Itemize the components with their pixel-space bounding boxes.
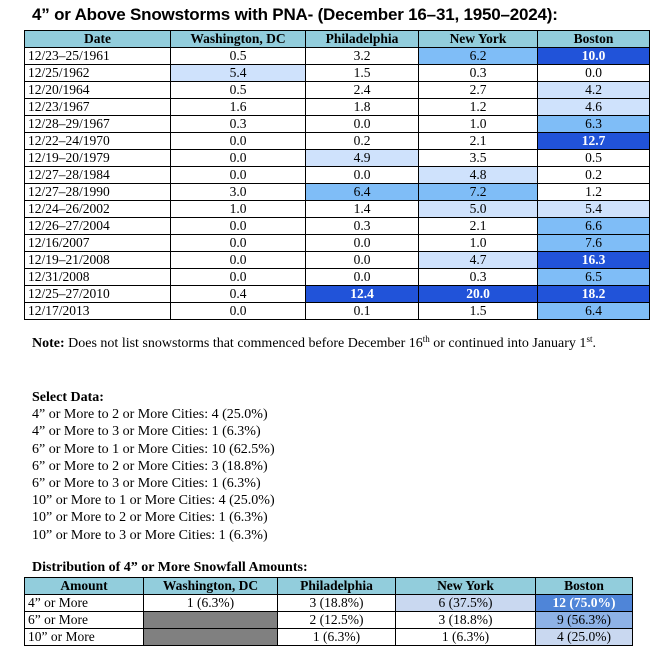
cell-dc: 0.0: [171, 303, 306, 320]
cell-dc: 0.0: [171, 252, 306, 269]
table-row: [25, 48, 650, 65]
cell-dc: 0.4: [171, 286, 306, 303]
cell-phl: 1 (6.3%): [278, 629, 396, 646]
cell-phl: 6.4: [306, 184, 419, 201]
header-boston: Boston: [536, 578, 633, 595]
table-row: [25, 82, 650, 99]
cell-nyc: 4.8: [419, 167, 538, 184]
cell-bos: 0.0: [538, 65, 650, 82]
cell-dc-empty: [144, 629, 278, 646]
cell-bos: 12.7: [538, 133, 650, 150]
table-row: [25, 612, 633, 629]
cell-nyc: 6 (37.5%): [396, 595, 536, 612]
select-data-item: 10” or More to 1 or More Cities: 4 (25.0%): [32, 493, 275, 509]
table-row: [25, 235, 650, 252]
distribution-title: Distribution of 4” or More Snowfall Amounts:: [32, 560, 308, 575]
header-washington: Washington, DC: [144, 578, 278, 595]
cell-nyc: 1.2: [419, 99, 538, 116]
cell-date: 12/27–28/1990: [25, 184, 171, 201]
table-row: [25, 595, 633, 612]
cell-date: 12/27–28/1984: [25, 167, 171, 184]
cell-nyc: 7.2: [419, 184, 538, 201]
select-data-item: 10” or More to 3 or More Cities: 1 (6.3%): [32, 527, 268, 543]
cell-date: 12/22–24/1970: [25, 133, 171, 150]
select-data-item: 6” or More to 3 or More Cities: 1 (6.3%): [32, 476, 261, 492]
header-date: Date: [25, 31, 171, 48]
cell-phl: 0.0: [306, 252, 419, 269]
cell-nyc: 6.2: [419, 48, 538, 65]
table-row: [25, 150, 650, 167]
snowstorms-table: [24, 30, 650, 320]
cell-nyc: 3.5: [419, 150, 538, 167]
cell-phl: 0.0: [306, 116, 419, 133]
cell-bos: 6.6: [538, 218, 650, 235]
cell-phl: 0.2: [306, 133, 419, 150]
note-sup-2: st: [586, 334, 593, 344]
cell-bos: 4.2: [538, 82, 650, 99]
cell-dc: 5.4: [171, 65, 306, 82]
cell-phl: 0.0: [306, 269, 419, 286]
cell-phl: 2.4: [306, 82, 419, 99]
note-label: Note:: [32, 336, 65, 351]
cell-date: 12/17/2013: [25, 303, 171, 320]
header-new-york: New York: [396, 578, 536, 595]
cell-bos: 6.4: [538, 303, 650, 320]
cell-dc: 1 (6.3%): [144, 595, 278, 612]
cell-dc: 1.6: [171, 99, 306, 116]
cell-bos: 0.2: [538, 167, 650, 184]
header-new-york: New York: [419, 31, 538, 48]
cell-bos: 16.3: [538, 252, 650, 269]
cell-nyc: 1.0: [419, 235, 538, 252]
cell-bos: 10.0: [538, 48, 650, 65]
table-row: [25, 167, 650, 184]
cell-amount: 10” or More: [25, 629, 144, 646]
table-row: [25, 303, 650, 320]
table-row: [25, 218, 650, 235]
cell-bos: 6.3: [538, 116, 650, 133]
cell-bos: 12 (75.0%): [536, 595, 633, 612]
cell-dc: 0.0: [171, 167, 306, 184]
cell-bos: 18.2: [538, 286, 650, 303]
note-text-3: .: [592, 336, 596, 351]
table-row: [25, 133, 650, 150]
distribution-table: [24, 577, 633, 646]
cell-amount: 4” or More: [25, 595, 144, 612]
cell-date: 12/26–27/2004: [25, 218, 171, 235]
cell-phl: 1.4: [306, 201, 419, 218]
note-text-1: Does not list snowstorms that commenced before December 16: [64, 336, 423, 351]
cell-phl: 2 (12.5%): [278, 612, 396, 629]
cell-nyc: 3 (18.8%): [396, 612, 536, 629]
cell-phl: 3 (18.8%): [278, 595, 396, 612]
table-header-row: [25, 578, 633, 595]
cell-date: 12/23–25/1961: [25, 48, 171, 65]
cell-nyc: 1 (6.3%): [396, 629, 536, 646]
table-row: [25, 65, 650, 82]
note-paragraph: [32, 334, 632, 353]
table-row: [25, 99, 650, 116]
cell-date: 12/24–26/2002: [25, 201, 171, 218]
cell-phl: 3.2: [306, 48, 419, 65]
cell-bos: 1.2: [538, 184, 650, 201]
cell-date: 12/28–29/1967: [25, 116, 171, 133]
cell-nyc: 0.3: [419, 269, 538, 286]
cell-bos: 9 (56.3%): [536, 612, 633, 629]
note-text-2: or continued into January 1: [429, 336, 587, 351]
cell-phl: 0.0: [306, 235, 419, 252]
table-row: [25, 252, 650, 269]
note-sup-1: th: [422, 334, 430, 344]
cell-date: 12/31/2008: [25, 269, 171, 286]
select-data-item: 4” or More to 3 or More Cities: 1 (6.3%): [32, 424, 261, 440]
cell-dc: 0.3: [171, 116, 306, 133]
table-row: [25, 184, 650, 201]
select-data-heading: Select Data:: [32, 390, 104, 405]
select-data-item: 6” or More to 2 or More Cities: 3 (18.8%): [32, 458, 268, 474]
cell-bos: 5.4: [538, 201, 650, 218]
cell-nyc: 0.3: [419, 65, 538, 82]
select-data-section: [32, 389, 275, 544]
cell-dc: 0.5: [171, 82, 306, 99]
table-row: [25, 116, 650, 133]
cell-bos: 4.6: [538, 99, 650, 116]
cell-phl: 4.9: [306, 150, 419, 167]
cell-dc-empty: [144, 612, 278, 629]
select-data-item: 6” or More to 1 or More Cities: 10 (62.5%): [32, 441, 275, 457]
cell-phl: 1.8: [306, 99, 419, 116]
cell-date: 12/16/2007: [25, 235, 171, 252]
page-title: 4” or Above Snowstorms with PNA- (December 16–31, 1950–2024):: [32, 5, 558, 24]
cell-bos: 4 (25.0%): [536, 629, 633, 646]
table-row: [25, 286, 650, 303]
cell-phl: 12.4: [306, 286, 419, 303]
cell-phl: 0.3: [306, 218, 419, 235]
cell-nyc: 2.1: [419, 133, 538, 150]
cell-bos: 7.6: [538, 235, 650, 252]
select-data-item: 4” or More to 2 or More Cities: 4 (25.0%): [32, 407, 268, 423]
cell-nyc: 1.5: [419, 303, 538, 320]
table-row: [25, 269, 650, 286]
cell-phl: 1.5: [306, 65, 419, 82]
cell-date: 12/25/1962: [25, 65, 171, 82]
cell-dc: 0.0: [171, 269, 306, 286]
cell-bos: 6.5: [538, 269, 650, 286]
cell-date: 12/25–27/2010: [25, 286, 171, 303]
header-washington: Washington, DC: [171, 31, 306, 48]
cell-nyc: 20.0: [419, 286, 538, 303]
table-row: [25, 629, 633, 646]
cell-date: 12/19–20/1979: [25, 150, 171, 167]
cell-nyc: 1.0: [419, 116, 538, 133]
cell-dc: 0.0: [171, 150, 306, 167]
cell-dc: 3.0: [171, 184, 306, 201]
cell-dc: 1.0: [171, 201, 306, 218]
cell-bos: 0.5: [538, 150, 650, 167]
cell-date: 12/23/1967: [25, 99, 171, 116]
cell-dc: 0.5: [171, 48, 306, 65]
header-amount: Amount: [25, 578, 144, 595]
header-philadelphia: Philadelphia: [278, 578, 396, 595]
select-data-item: 10” or More to 2 or More Cities: 1 (6.3%): [32, 510, 268, 526]
cell-dc: 0.0: [171, 235, 306, 252]
header-philadelphia: Philadelphia: [306, 31, 419, 48]
cell-dc: 0.0: [171, 133, 306, 150]
cell-nyc: 4.7: [419, 252, 538, 269]
cell-dc: 0.0: [171, 218, 306, 235]
table-row: [25, 201, 650, 218]
cell-nyc: 2.7: [419, 82, 538, 99]
cell-amount: 6” or More: [25, 612, 144, 629]
cell-nyc: 5.0: [419, 201, 538, 218]
table-header-row: [25, 31, 650, 48]
header-boston: Boston: [538, 31, 650, 48]
cell-date: 12/19–21/2008: [25, 252, 171, 269]
cell-nyc: 2.1: [419, 218, 538, 235]
cell-date: 12/20/1964: [25, 82, 171, 99]
cell-phl: 0.0: [306, 167, 419, 184]
cell-phl: 0.1: [306, 303, 419, 320]
